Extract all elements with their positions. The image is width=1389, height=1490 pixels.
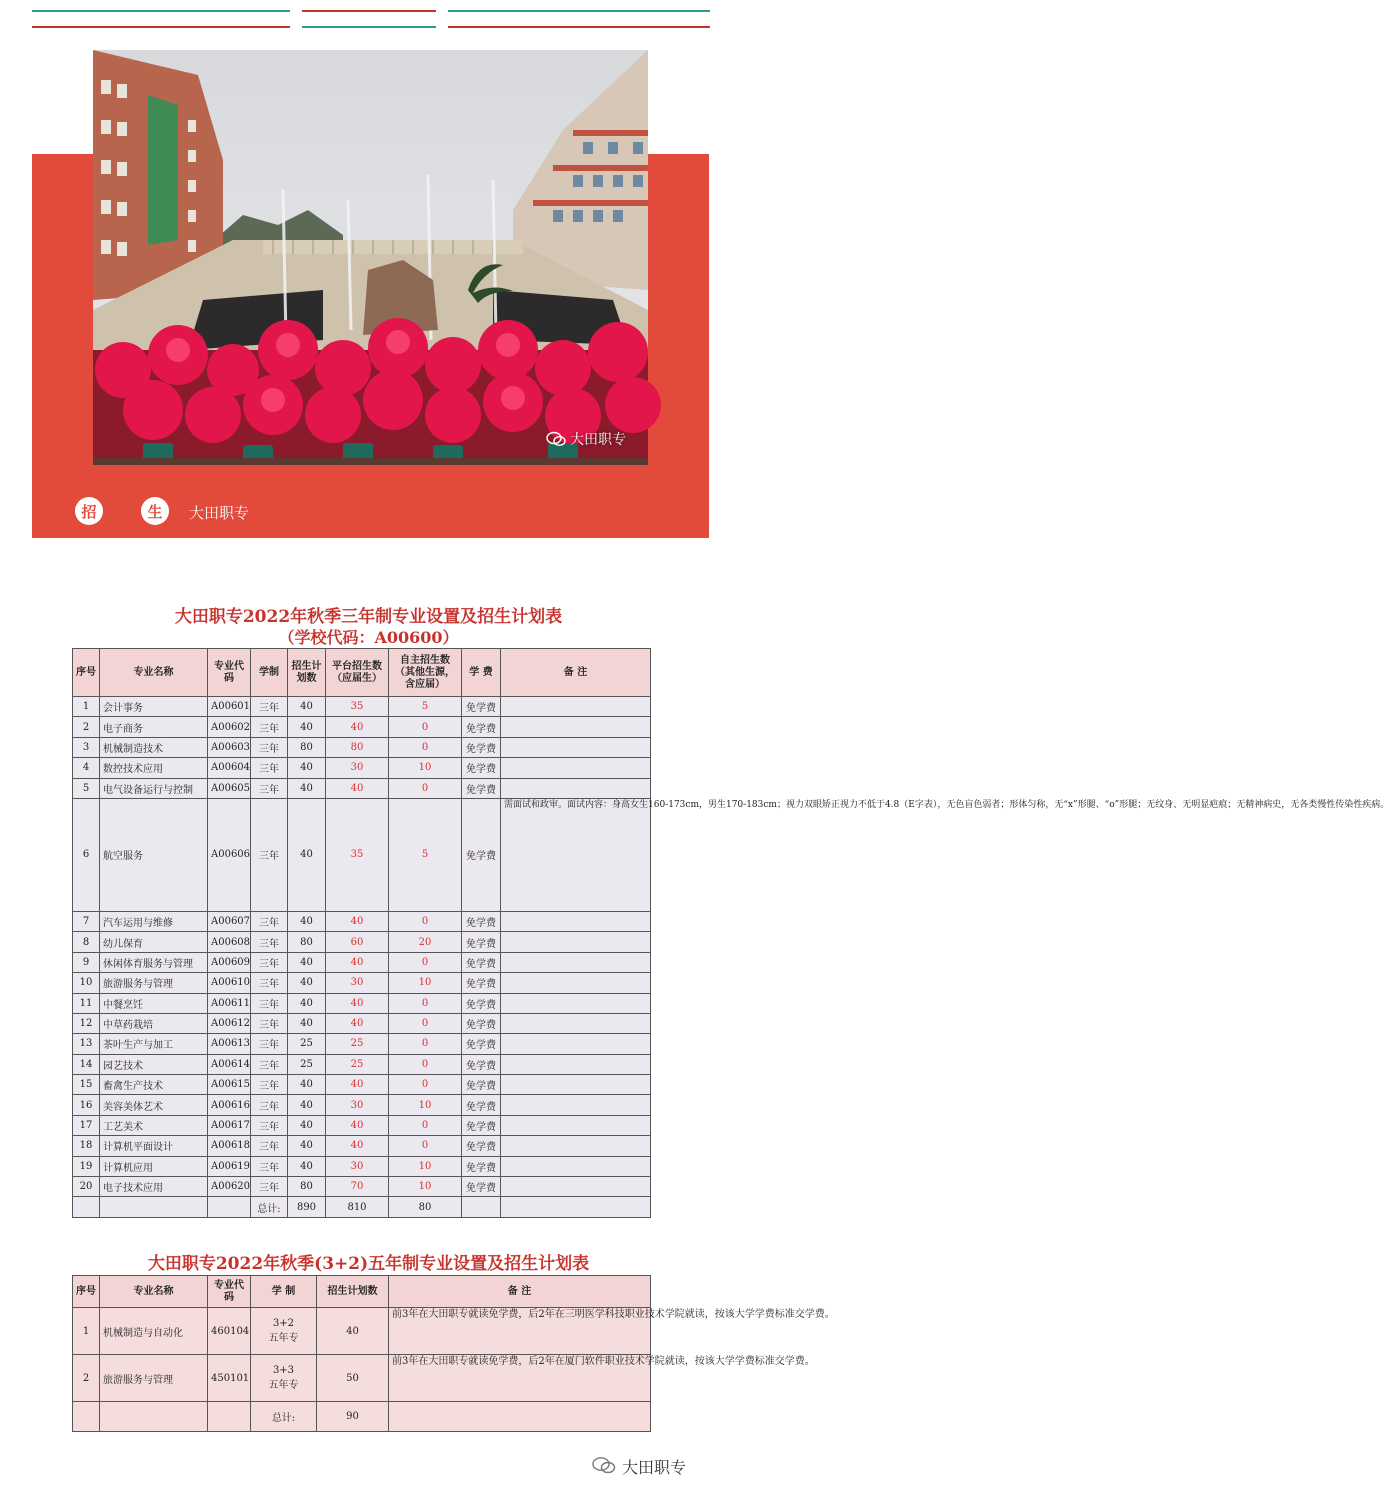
total-self: 80 [389, 1197, 462, 1218]
row-code: A00610 [208, 973, 251, 993]
row-platform: 40 [326, 1115, 389, 1135]
total-plan: 90 [317, 1402, 389, 1432]
header-duration: 学制 [251, 649, 288, 697]
empty-cell [100, 1402, 208, 1432]
row-self: 0 [389, 1136, 462, 1156]
row-major: 工艺美术 [100, 1115, 208, 1135]
row-plan: 50 [317, 1355, 389, 1402]
row-platform: 40 [326, 911, 389, 931]
row-self: 0 [389, 1115, 462, 1135]
row-platform: 25 [326, 1034, 389, 1054]
row-note [501, 1177, 651, 1197]
row-index: 19 [73, 1156, 100, 1176]
row-index: 11 [73, 993, 100, 1013]
row-index: 7 [73, 911, 100, 931]
school-code: （学校代码：A00600） [278, 628, 459, 647]
row-fee: 免学费 [462, 932, 501, 952]
header-plan: 招生计划数 [317, 1276, 389, 1308]
row-index: 1 [73, 1308, 100, 1355]
row-fee: 免学费 [462, 1054, 501, 1074]
row-plan: 80 [288, 1177, 326, 1197]
row-duration: 三年 [251, 798, 288, 911]
row-fee: 免学费 [462, 1115, 501, 1135]
header-self: 自主招生数（其他生源，含应届） [389, 649, 462, 697]
row-index: 5 [73, 778, 100, 798]
row-code: A00605 [208, 778, 251, 798]
table-total-row [73, 1197, 651, 1218]
row-self: 10 [389, 758, 462, 778]
row-index: 12 [73, 1013, 100, 1033]
row-plan: 40 [288, 1115, 326, 1135]
row-code: A00612 [208, 1013, 251, 1033]
row-self: 10 [389, 1156, 462, 1176]
table-row [73, 1075, 651, 1095]
row-plan: 40 [288, 993, 326, 1013]
row-index: 8 [73, 932, 100, 952]
row-duration: 三年 [251, 1095, 288, 1115]
header-decor-lines [32, 10, 710, 32]
row-code: A00601 [208, 697, 251, 717]
table-row [73, 1054, 651, 1074]
row-plan: 40 [288, 911, 326, 931]
row-platform: 30 [326, 1156, 389, 1176]
row-index: 13 [73, 1034, 100, 1054]
row-code: A00620 [208, 1177, 251, 1197]
duration-length: 五年专 [268, 1333, 299, 1344]
table-row [73, 911, 651, 931]
row-fee: 免学费 [462, 973, 501, 993]
row-major: 会计事务 [100, 697, 208, 717]
duration-type: 3+2 [272, 1318, 295, 1329]
header-note: 备 注 [389, 1276, 651, 1308]
photo-watermark-text: 大田职专 [570, 432, 626, 448]
row-code: 460104 [208, 1308, 251, 1355]
row-self: 0 [389, 717, 462, 737]
row-code: A00611 [208, 993, 251, 1013]
row-major: 汽车运用与维修 [100, 911, 208, 931]
row-self: 0 [389, 952, 462, 972]
header-index: 序号 [73, 649, 100, 697]
table-row [73, 778, 651, 798]
row-duration [251, 1308, 317, 1355]
row-plan: 25 [288, 1034, 326, 1054]
empty-cell [501, 1197, 651, 1218]
table-total-row [73, 1402, 651, 1432]
row-note [501, 1156, 651, 1176]
table-row [73, 1115, 651, 1135]
row-note [501, 932, 651, 952]
row-note [501, 952, 651, 972]
row-code: A00615 [208, 1075, 251, 1095]
row-note [501, 778, 651, 798]
row-platform: 70 [326, 1177, 389, 1197]
total-platform: 810 [326, 1197, 389, 1218]
table-row [73, 1355, 651, 1402]
row-major: 茶叶生产与加工 [100, 1034, 208, 1054]
row-platform: 30 [326, 758, 389, 778]
row-fee: 免学费 [462, 717, 501, 737]
row-self: 0 [389, 1034, 462, 1054]
row-code: A00607 [208, 911, 251, 931]
row-fee: 免学费 [462, 1034, 501, 1054]
campus-photo [93, 50, 648, 465]
row-major: 数控技术应用 [100, 758, 208, 778]
row-duration: 三年 [251, 737, 288, 757]
table1-header-row [73, 649, 651, 697]
footer-watermark-text: 大田职专 [622, 1458, 687, 1477]
duration-type: 3+3 [272, 1365, 295, 1376]
row-note [501, 1054, 651, 1074]
row-major: 航空服务 [100, 798, 208, 911]
row-fee: 免学费 [462, 993, 501, 1013]
row-self: 0 [389, 1013, 462, 1033]
table-row [73, 1034, 651, 1054]
table-row [73, 758, 651, 778]
row-major: 中草药栽培 [100, 1013, 208, 1033]
row-platform: 30 [326, 1095, 389, 1115]
row-major: 电子技术应用 [100, 1177, 208, 1197]
row-duration: 三年 [251, 1034, 288, 1054]
row-duration: 三年 [251, 717, 288, 737]
total-label: 总计: [251, 1402, 317, 1432]
row-note [501, 911, 651, 931]
row-fee: 免学费 [462, 798, 501, 911]
banner-char-sheng: 生 [141, 497, 169, 525]
header-code: 专业代码 [208, 1276, 251, 1308]
row-code: A00604 [208, 758, 251, 778]
row-index: 14 [73, 1054, 100, 1074]
row-platform: 40 [326, 717, 389, 737]
row-platform: 40 [326, 993, 389, 1013]
row-duration: 三年 [251, 1075, 288, 1095]
row-index: 6 [73, 798, 100, 911]
row-code: A00609 [208, 952, 251, 972]
row-self: 0 [389, 737, 462, 757]
row-note [501, 1136, 651, 1156]
row-duration: 三年 [251, 973, 288, 993]
row-plan: 40 [288, 778, 326, 798]
row-fee: 免学费 [462, 697, 501, 717]
row-plan: 40 [288, 1095, 326, 1115]
row-duration: 三年 [251, 778, 288, 798]
row-duration: 三年 [251, 911, 288, 931]
row-plan: 40 [288, 717, 326, 737]
row-major: 园艺技术 [100, 1054, 208, 1074]
row-index: 15 [73, 1075, 100, 1095]
row-plan: 40 [288, 697, 326, 717]
row-duration: 三年 [251, 1156, 288, 1176]
row-self: 0 [389, 911, 462, 931]
row-fee: 免学费 [462, 911, 501, 931]
row-self: 0 [389, 993, 462, 1013]
row-platform: 40 [326, 1136, 389, 1156]
table-row [73, 1177, 651, 1197]
row-fee: 免学费 [462, 1156, 501, 1176]
row-plan: 40 [288, 1156, 326, 1176]
row-major: 计算机平面设计 [100, 1136, 208, 1156]
table-row [73, 717, 651, 737]
row-duration: 三年 [251, 1136, 288, 1156]
row-plan: 40 [288, 952, 326, 972]
duration-length: 五年专 [268, 1380, 299, 1391]
row-self: 0 [389, 778, 462, 798]
footer-watermark [592, 1455, 686, 1478]
row-note [501, 1013, 651, 1033]
row-note: 需面试和政审。面试内容：身高女生160-173cm，男生170-183cm；视力双眼矫正视力不低于4.8（E字表），无色盲色弱者；形体匀称，无“x”形腿、“o”形腿；无纹身、无明显疤痕；无精神病史，无各类慢性传染性疾病。 [501, 798, 651, 911]
row-fee: 免学费 [462, 1095, 501, 1115]
row-major: 旅游服务与管理 [100, 973, 208, 993]
row-major: 计算机应用 [100, 1156, 208, 1176]
table-row [73, 1308, 651, 1355]
table-row [73, 993, 651, 1013]
row-duration: 三年 [251, 932, 288, 952]
row-platform: 35 [326, 697, 389, 717]
row-self: 0 [389, 1075, 462, 1095]
row-major: 旅游服务与管理 [100, 1355, 208, 1402]
header-duration: 学 制 [251, 1276, 317, 1308]
row-self: 10 [389, 973, 462, 993]
empty-cell [73, 1197, 100, 1218]
table-row [73, 1013, 651, 1033]
row-major: 幼儿保育 [100, 932, 208, 952]
row-code: A00613 [208, 1034, 251, 1054]
empty-cell [208, 1402, 251, 1432]
row-note [501, 737, 651, 757]
row-major: 中餐烹饪 [100, 993, 208, 1013]
row-platform: 40 [326, 778, 389, 798]
row-index: 4 [73, 758, 100, 778]
table-row [73, 952, 651, 972]
empty-cell [462, 1197, 501, 1218]
row-note [501, 973, 651, 993]
header-index: 序号 [73, 1276, 100, 1308]
row-plan: 40 [288, 1136, 326, 1156]
row-note: 前3年在大田职专就读免学费，后2年在三明医学科技职业技术学院就读，按该大学学费标准交学费。 [389, 1308, 651, 1355]
row-code: A00603 [208, 737, 251, 757]
row-plan: 40 [317, 1308, 389, 1355]
row-index: 10 [73, 973, 100, 993]
row-platform: 40 [326, 1013, 389, 1033]
row-code: A00602 [208, 717, 251, 737]
table1-title: 大田职专2022年秋季三年制专业设置及招生计划表 [174, 607, 563, 627]
row-major: 机械制造与自动化 [100, 1308, 208, 1355]
row-duration: 三年 [251, 1177, 288, 1197]
header-major: 专业名称 [100, 649, 208, 697]
row-duration: 三年 [251, 1013, 288, 1033]
total-label: 总计: [251, 1197, 288, 1218]
row-note: 前3年在大田职专就读免学费，后2年在厦门软件职业技术学院就读，按该大学学费标准交学费。 [389, 1355, 651, 1402]
header-plan: 招生计划数 [288, 649, 326, 697]
row-platform: 25 [326, 1054, 389, 1074]
row-platform: 40 [326, 952, 389, 972]
table-row [73, 973, 651, 993]
header-note: 备 注 [501, 649, 651, 697]
row-major: 畜禽生产技术 [100, 1075, 208, 1095]
row-code: A00617 [208, 1115, 251, 1135]
row-code: A00616 [208, 1095, 251, 1115]
row-index: 20 [73, 1177, 100, 1197]
row-duration: 三年 [251, 697, 288, 717]
row-code: 450101 [208, 1355, 251, 1402]
row-index: 18 [73, 1136, 100, 1156]
table2-header-row [73, 1276, 651, 1308]
row-plan: 80 [288, 932, 326, 952]
row-index: 2 [73, 1355, 100, 1402]
row-plan: 40 [288, 973, 326, 993]
row-self: 0 [389, 1054, 462, 1074]
row-code: A00618 [208, 1136, 251, 1156]
row-plan: 25 [288, 1054, 326, 1074]
total-plan: 890 [288, 1197, 326, 1218]
row-index: 9 [73, 952, 100, 972]
row-fee: 免学费 [462, 1013, 501, 1033]
row-code: A00619 [208, 1156, 251, 1176]
empty-cell [73, 1402, 100, 1432]
row-fee: 免学费 [462, 952, 501, 972]
row-platform: 40 [326, 1075, 389, 1095]
row-platform: 60 [326, 932, 389, 952]
row-platform: 35 [326, 798, 389, 911]
row-self: 5 [389, 697, 462, 717]
row-index: 16 [73, 1095, 100, 1115]
row-code: A00614 [208, 1054, 251, 1074]
banner-char-zhao: 招 [75, 497, 103, 525]
table-row [73, 1136, 651, 1156]
row-note [501, 993, 651, 1013]
row-platform: 30 [326, 973, 389, 993]
empty-cell [100, 1197, 208, 1218]
row-code: A00608 [208, 932, 251, 952]
row-duration: 三年 [251, 993, 288, 1013]
row-code: A00606 [208, 798, 251, 911]
wechat-icon [546, 431, 566, 447]
row-note [501, 1115, 651, 1135]
row-fee: 免学费 [462, 1136, 501, 1156]
row-self: 5 [389, 798, 462, 911]
row-duration: 三年 [251, 758, 288, 778]
row-index: 3 [73, 737, 100, 757]
table2-title: 大田职专2022年秋季(3+2)五年制专业设置及招生计划表 [147, 1254, 590, 1274]
header-platform: 平台招生数（应届生） [326, 649, 389, 697]
row-self: 20 [389, 932, 462, 952]
header-major: 专业名称 [100, 1276, 208, 1308]
row-note [501, 697, 651, 717]
row-fee: 免学费 [462, 1075, 501, 1095]
row-index: 1 [73, 697, 100, 717]
row-major: 美容美体艺术 [100, 1095, 208, 1115]
five-year-plan-table [72, 1275, 835, 1432]
row-fee: 免学费 [462, 737, 501, 757]
table-row [73, 798, 651, 911]
row-duration: 三年 [251, 1054, 288, 1074]
row-note [501, 717, 651, 737]
row-major: 电气设备运行与控制 [100, 778, 208, 798]
row-plan: 40 [288, 1075, 326, 1095]
row-fee: 免学费 [462, 778, 501, 798]
row-note [501, 758, 651, 778]
row-major: 休闲体育服务与管理 [100, 952, 208, 972]
row-duration: 三年 [251, 952, 288, 972]
row-major: 电子商务 [100, 717, 208, 737]
banner-school-name: 大田职专 [189, 504, 250, 522]
row-plan: 40 [288, 758, 326, 778]
row-plan: 80 [288, 737, 326, 757]
photo-watermark [546, 429, 626, 449]
header-fee: 学 费 [462, 649, 501, 697]
header-code: 专业代码 [208, 649, 251, 697]
table-row [73, 932, 651, 952]
row-index: 17 [73, 1115, 100, 1135]
row-major: 机械制造技术 [100, 737, 208, 757]
table-row [73, 1095, 651, 1115]
row-platform: 80 [326, 737, 389, 757]
wechat-icon [592, 1456, 616, 1478]
row-note [501, 1095, 651, 1115]
row-duration [251, 1355, 317, 1402]
row-self: 10 [389, 1177, 462, 1197]
empty-cell [208, 1197, 251, 1218]
table-row [73, 737, 651, 757]
row-fee: 免学费 [462, 758, 501, 778]
row-index: 2 [73, 717, 100, 737]
row-note [501, 1034, 651, 1054]
row-plan: 40 [288, 798, 326, 911]
row-self: 10 [389, 1095, 462, 1115]
row-fee: 免学费 [462, 1177, 501, 1197]
empty-cell [389, 1402, 651, 1432]
table-row [73, 1156, 651, 1176]
row-duration: 三年 [251, 1115, 288, 1135]
three-year-plan-table [72, 648, 1389, 1218]
row-plan: 40 [288, 1013, 326, 1033]
table-row [73, 697, 651, 717]
row-note [501, 1075, 651, 1095]
